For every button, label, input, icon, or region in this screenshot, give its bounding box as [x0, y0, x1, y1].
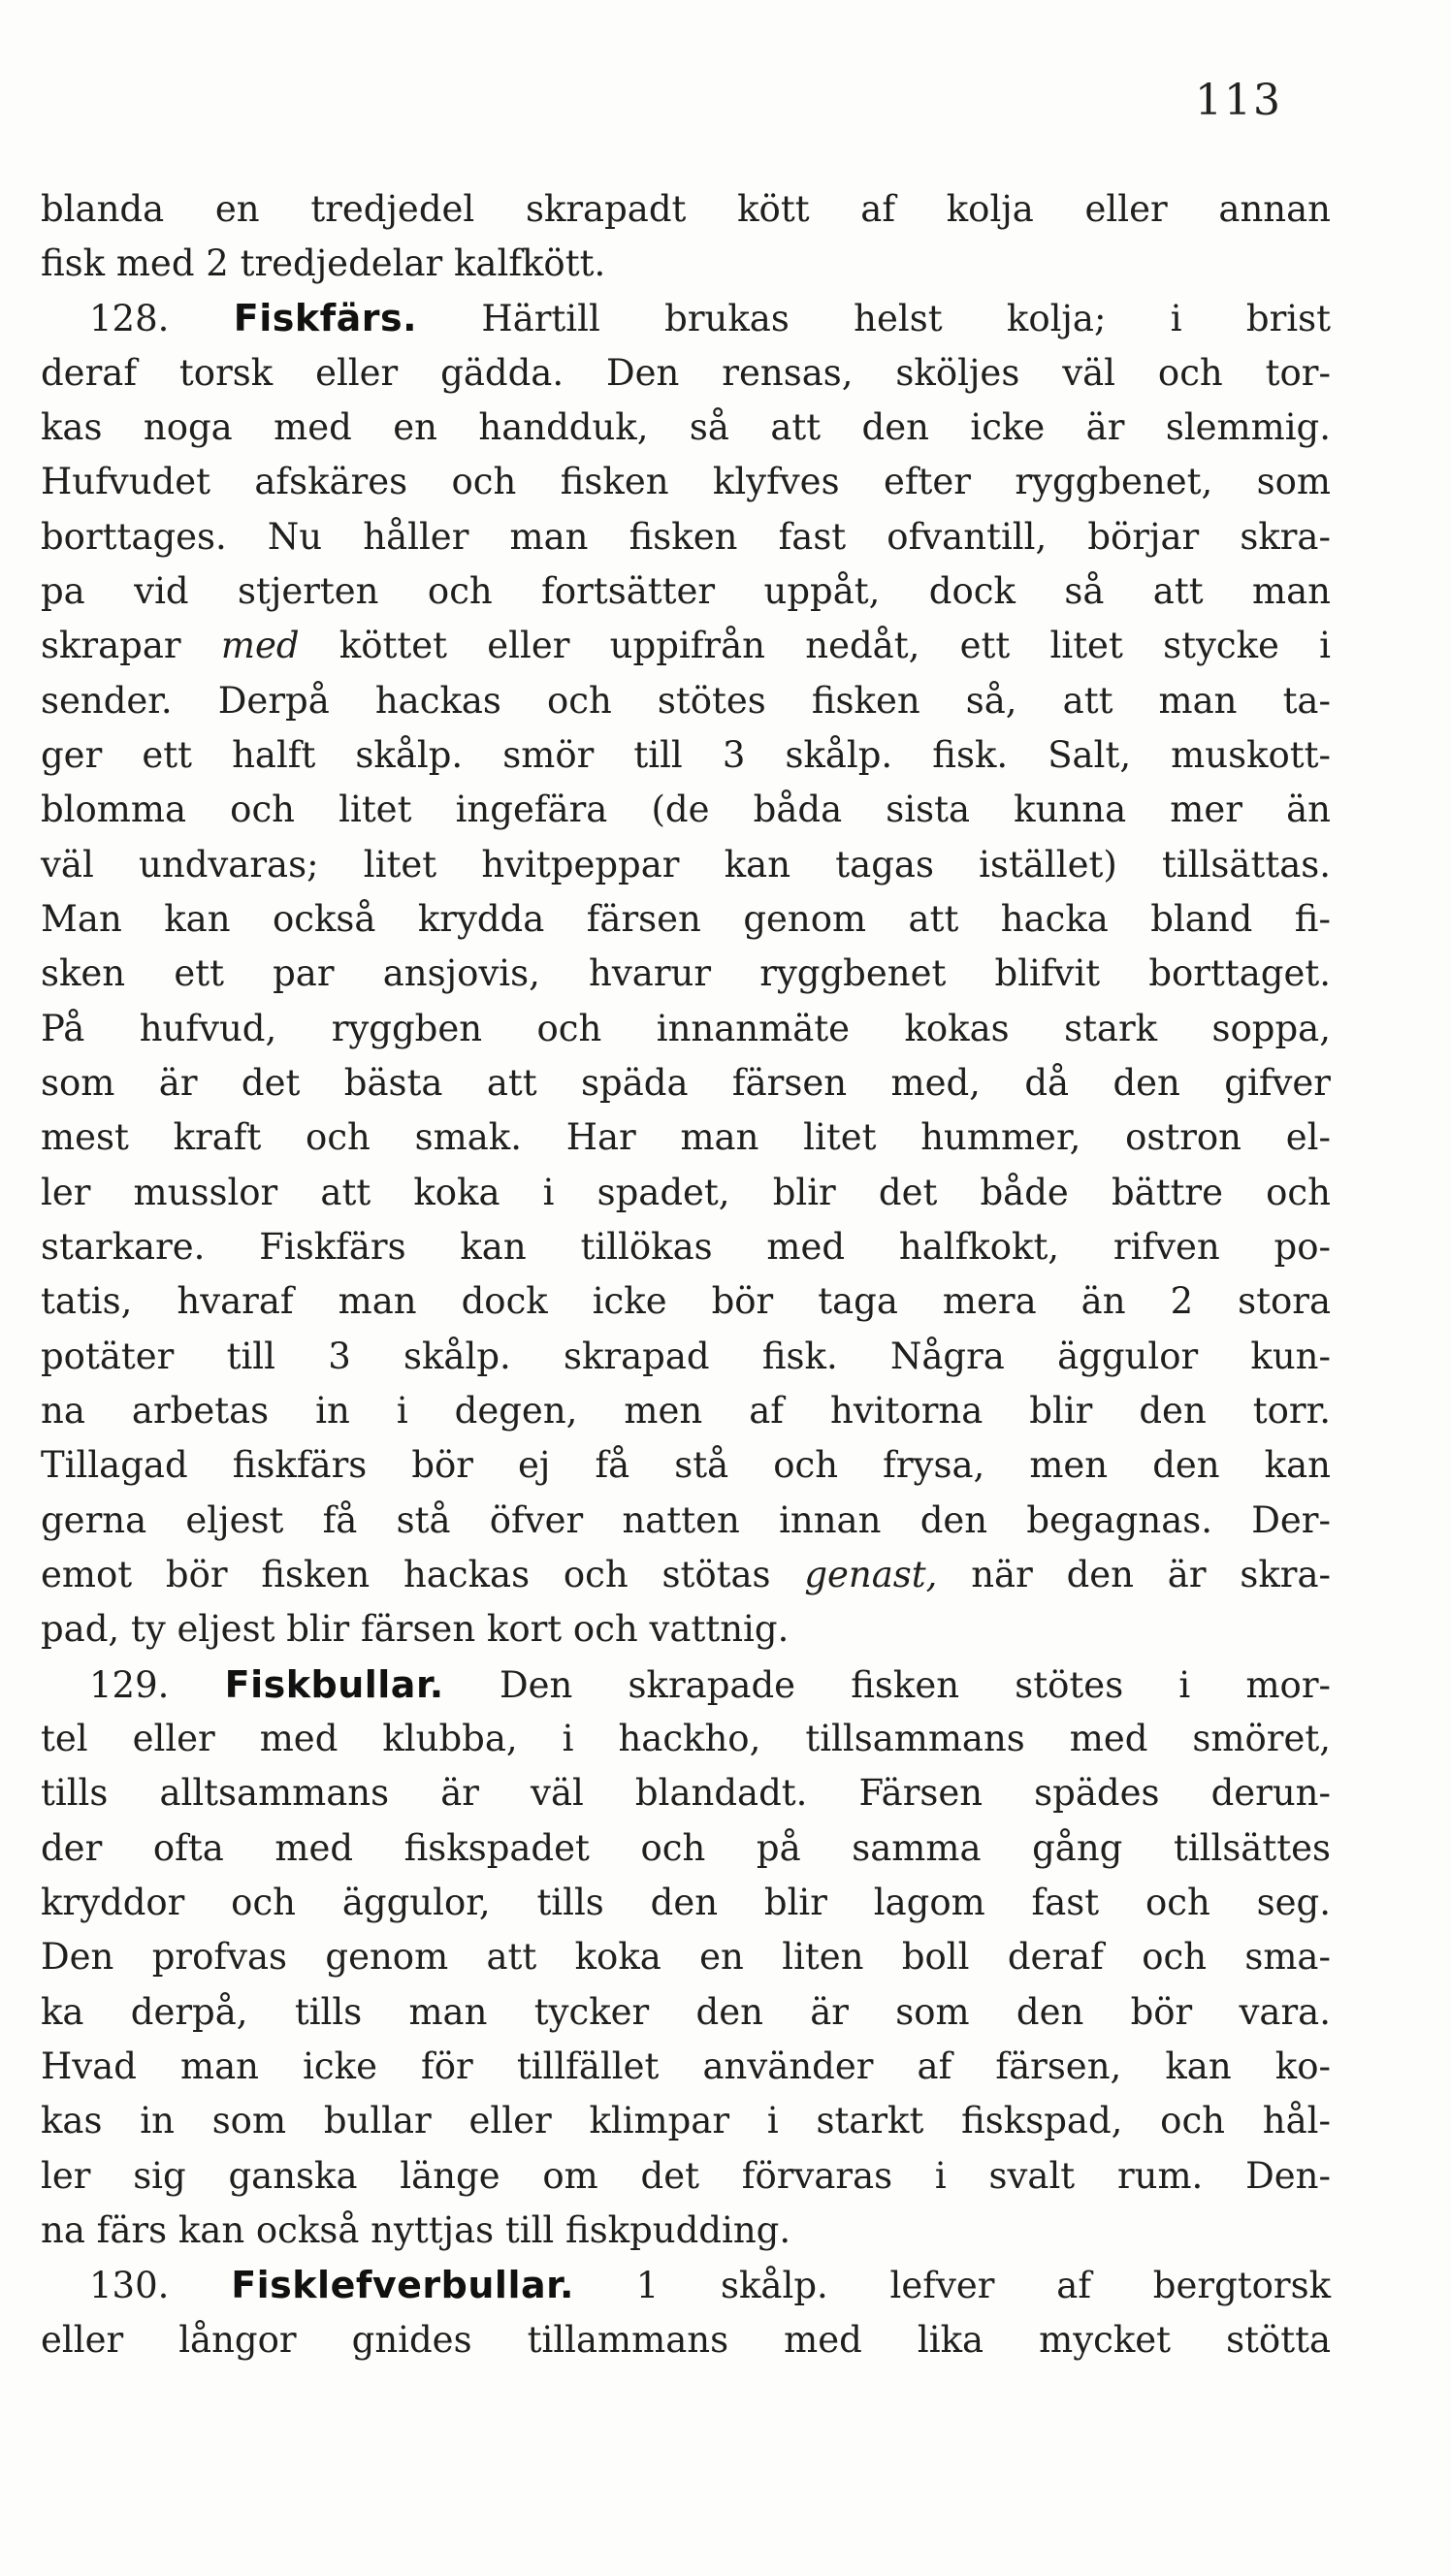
recipe-title: Fisklefverbullar. — [231, 2264, 574, 2306]
text-line: pa vid stjerten och fortsätter uppåt, dock så att man — [41, 570, 1331, 612]
text-line: skrapar med köttet eller uppifrån nedåt, ett litet stycke i — [41, 625, 1331, 666]
text-line: emot bör fisken hackas och stötas genast, när den är skra- — [41, 1554, 1331, 1595]
text-line: kryddor och äggulor, tills den blir lagom fast och seg. — [41, 1882, 1331, 1923]
text-line: starkare. Fiskfärs kan tillökas med halfkokt, rifven po- — [41, 1226, 1331, 1268]
recipe-number: 130. — [89, 2265, 170, 2306]
text-line: blanda en tredjedel skrapadt kött af kolja eller annan — [41, 188, 1331, 230]
page-number: 113 — [1195, 76, 1282, 125]
text-line: borttages. Nu håller man fisken fast ofvantill, börjar skra- — [41, 516, 1331, 558]
text-line: väl undvaras; litet hvitpeppar kan tagas istället) tillsättas. — [41, 844, 1331, 886]
text-line: tel eller med klubba, i hackho, tillsammans med smöret, — [41, 1718, 1331, 1759]
text-line: Hufvudet afskäres och fisken klyfves efter ryggbenet, som — [41, 461, 1331, 502]
text-line: sender. Derpå hackas och stötes fisken så, att man ta- — [41, 680, 1331, 722]
recipe-number: 129. — [89, 1664, 170, 1706]
text-line: blomma och litet ingefära (de båda sista kunna mer än — [41, 789, 1331, 830]
text-line: kas in som bullar eller klimpar i starkt fiskspad, och hål- — [41, 2100, 1331, 2141]
text-line: tills alltsammans är väl blandadt. Färsen spädes derun- — [41, 1772, 1331, 1814]
text-line: na färs kan också nyttjas till fiskpudding. — [41, 2209, 791, 2251]
emphasis: genast, — [804, 1554, 938, 1595]
recipe-heading-line: 130. Fisklefverbullar. 1 skålp. lefver af bergtorsk — [89, 2264, 1331, 2306]
recipe-heading-line: 129. Fiskbullar. Den skrapade fisken stötes i mor- — [89, 1663, 1332, 1706]
text-line: Den profvas genom att koka en liten boll deraf och sma- — [41, 1936, 1331, 1978]
text-line: kas noga med en handduk, så att den icke är slemmig. — [41, 406, 1331, 448]
text-line: sken ett par ansjovis, hvarur ryggbenet blifvit borttaget. — [41, 952, 1331, 994]
recipe-number: 128. — [89, 298, 170, 339]
text-line: På hufvud, ryggben och innanmäte kokas stark soppa, — [41, 1008, 1331, 1049]
text-line: som är det bästa att späda färsen med, då den gifver — [41, 1062, 1331, 1104]
text-line: der ofta med fiskspadet och på samma gång tillsättes — [41, 1827, 1331, 1869]
recipe-title: Fiskfärs. — [233, 297, 418, 339]
recipe-heading-line: 128. Fiskfärs. Härtill brukas helst kolja; i brist — [89, 297, 1331, 339]
text-line: Tillagad fiskfärs bör ej få stå och frysa, men den kan — [41, 1444, 1331, 1486]
text-line: deraf torsk eller gädda. Den rensas, sköljes väl och tor- — [41, 352, 1331, 394]
text-line: potäter till 3 skålp. skrapad fisk. Några äggulor kun- — [41, 1336, 1331, 1377]
text-line: ler musslor att koka i spadet, blir det både bättre och — [41, 1172, 1331, 1213]
text-line: eller långor gnides tillammans med lika mycket stötta — [41, 2319, 1331, 2361]
text-line: Man kan också krydda färsen genom att hacka bland fi- — [41, 898, 1331, 940]
text-line: ger ett halft skålp. smör till 3 skålp. fisk. Salt, muskott- — [41, 734, 1331, 776]
emphasis: med — [220, 625, 300, 666]
text-line: Hvad man icke för tillfället använder af färsen, kan ko- — [41, 2045, 1331, 2087]
text-line: tatis, hvaraf man dock icke bör taga mera än 2 stora — [41, 1280, 1331, 1322]
recipe-title: Fiskbullar. — [224, 1663, 444, 1706]
text-line: gerna eljest få stå öfver natten innan den begagnas. Der- — [41, 1499, 1331, 1541]
text-line: ler sig ganska länge om det förvaras i svalt rum. Den- — [41, 2155, 1331, 2197]
text-line: ka derpå, tills man tycker den är som den bör vara. — [41, 1991, 1331, 2033]
text-line: fisk med 2 tredjedelar kalfkött. — [41, 242, 606, 284]
text-line: mest kraft och smak. Har man litet hummer, ostron el- — [41, 1116, 1331, 1158]
text-line: na arbetas in i degen, men af hvitorna blir den torr. — [41, 1390, 1331, 1432]
text-line: pad, ty eljest blir färsen kort och vattnig. — [41, 1608, 790, 1650]
